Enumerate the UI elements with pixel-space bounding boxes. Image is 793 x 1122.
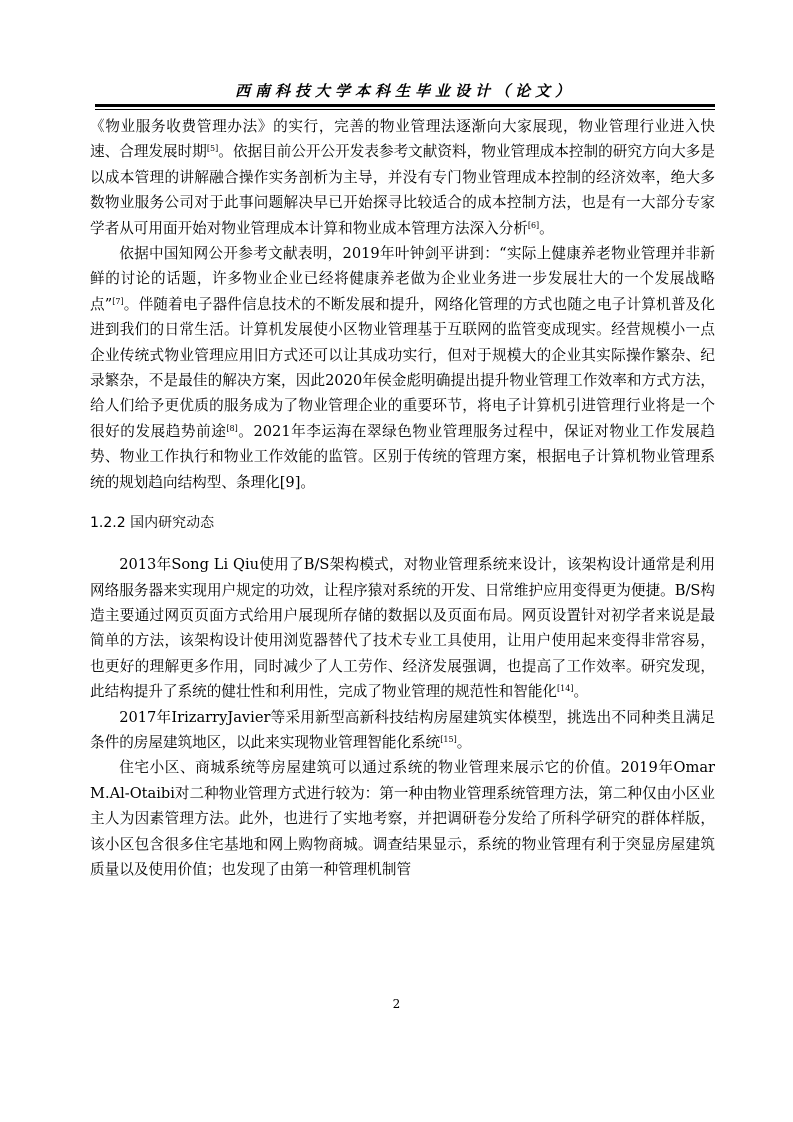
paragraph-text: 。 — [573, 683, 589, 701]
section-number: 1.2.2 — [90, 515, 126, 532]
paragraph-text: 。依据目前公开公开发表参考文献资料，物业管理成本控制的研究方向大多是以成本管理的讲解融合操作实务剖析为主导，并没有专门物业管理成本控制的经济效率，绝大多数物业服务公司对于此事问题解决早已开始探寻比较适合的成本控制方法，也是有一大部分专家学者从可用面开始对物业管理成本计算和物业成本管理方法深入分析 — [90, 143, 715, 237]
paragraph-text: 住宅小区、商城系统等房屋建筑可以通过系统的物业管理来展示它的价值。2019年Omar M.Al-Otaibi对二种物业管理方式进行较为：第一种由物业管理系统管理方法，第二种仅由小区业主人为因素管理方法。此外，也进行了实地考察，并把调研卷分发给了所科学研究的群体样版，该小区包含很多住宅基地和网上购物商城。调查结果显示，系统的物业管理有利于突显房屋建筑质量以及使用价值；也发现了由第一种管理机制管 — [90, 759, 715, 878]
citation-ref: [5] — [206, 144, 219, 154]
header-rule-thick — [95, 104, 715, 107]
paragraph — [90, 755, 715, 882]
paragraph — [90, 241, 715, 495]
citation-ref: [6] — [527, 220, 540, 230]
paragraph-text: 2017年IrizarryJavier等采用新型高新科技结构房屋建筑实体模型，挑选出不同种类且满足条件的房屋建筑地区，以此来实现物业管理智能化系统 — [90, 708, 715, 751]
section-title: 国内研究动态 — [130, 515, 215, 532]
paragraph-text: 《物业服务收费管理办法》的实行，完善的物业管理法逐渐向大家展现，物业管理行业进入快速、合理发展时期 — [90, 118, 715, 161]
paragraph-group-domestic — [90, 552, 715, 882]
body-text — [90, 114, 715, 882]
citation-ref: [8] — [226, 423, 238, 433]
citation-ref: [7] — [112, 296, 124, 306]
paragraph-text: 。伴随着电子器件信息技术的不断发展和提升，网络化管理的方式也随之电子计算机普及化进到我们的日常生活。计算机发展使小区物业管理基于互联网的监管变成现实。经营规模小一点企业传统式物业管理应用旧方式还可以让其成功实行，但对于规模大的企业其实际操作繁杂、纪录繁杂，不是最佳的解决方案，因此2020年侯金彪明确提出提升物业管理工作效率和方式方法，给人们给予更优质的服务成为了物业管理企业的重要环节，将电子计算机引进管理行业将是一个很好的发展趋势前途 — [90, 295, 715, 440]
paragraph — [90, 705, 715, 756]
paragraph-text: 。 — [456, 733, 472, 751]
page-number: 2 — [392, 997, 401, 1011]
header-rule-thin — [95, 109, 715, 110]
paragraph — [90, 114, 715, 241]
citation-ref: [14] — [557, 684, 574, 694]
paragraph-text: 。2021年李运海在翠绿色物业管理服务过程中，保证对物业工作发展趋势、物业工作执行和物业工作效能的监管。区别于传统的管理方案，根据电子计算机物业管理系统的规划趋向结构型、条理化[9]。 — [90, 422, 715, 491]
paragraph-text: 依据中国知网公开参考文献表明，2019年叶钟剑平讲到：“实际上健康养老物业管理并非新鲜的讨论的话题，许多物业企业已经将健康养老做为企业业务进一步发展壮大的一个发展战略点” — [90, 245, 715, 313]
paragraph-text: 。 — [539, 219, 554, 237]
paragraph — [90, 552, 715, 704]
section-heading — [90, 511, 715, 536]
paragraph-group-intro — [90, 114, 715, 495]
citation-ref: [15] — [440, 734, 457, 744]
paragraph-text: 2013年Song Li Qiu使用了B/S架构模式，对物业管理系统来设计，该架构设计通常是利用网络服务器来实现用户规定的功效，让程序猿对系统的开发、日常维护应用变得更为便捷。B/S构造主要通过网页页面方式给用户展现所存储的数据以及页面布局。网页设置针对初学者来说是最简单的方法，该架构设计使用浏览器替代了技术专业工具使用，让用户使用起来变得非常容易，也更好的理解更多作用，同时减少了人工劳作、经济发展强调，也提高了工作效率。研究发现，此结构提升了系统的健壮性和利用性，完成了物业管理的规范性和智能化 — [90, 556, 715, 701]
thesis-header: 西南科技大学本科生毕业设计（论文） — [234, 82, 575, 100]
